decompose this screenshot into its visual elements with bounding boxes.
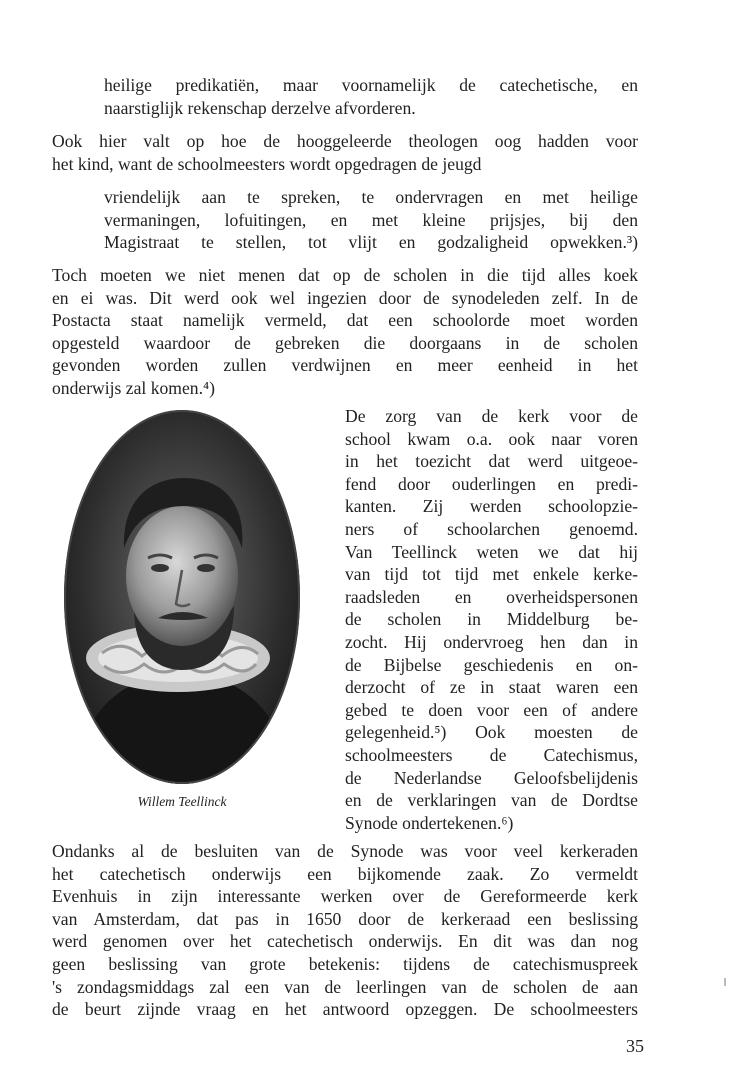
text-line: vermaningen, lofuitingen, en met kleine prijsjes, bij den xyxy=(104,209,638,230)
text-line: Ook hier valt op hoe de hooggeleerde theologen oog hadden voor xyxy=(52,131,638,151)
quote-continuation xyxy=(104,74,638,119)
text-line: het catechetisch onderwijs een bijkomende zaak. Zo vermeldt xyxy=(52,863,638,884)
scan-speck xyxy=(724,978,726,986)
text-line: de scholen in Middelburg be- xyxy=(345,609,638,630)
text-line: naarstiglijk rekenschap derzelve afvorderen. xyxy=(104,97,416,118)
text-line: Postacta staat namelijk vermeld, dat een schoolorde moet worden xyxy=(52,310,638,331)
page-number: 35 xyxy=(626,1036,644,1056)
text-line: fend door ouderlingen en predi- xyxy=(345,473,638,494)
text-line: geen beslissing van grote betekenis: tijdens de catechismuspreek xyxy=(52,953,638,974)
text-line: gelegenheid.⁵) Ook moesten de xyxy=(345,722,638,743)
text-line: school kwam o.a. ook naar voren xyxy=(345,428,638,449)
text-line: het kind, want de schoolmeesters wordt opgedragen de jeugd xyxy=(52,153,482,174)
portrait-caption: Willem Teellinck xyxy=(137,794,227,809)
text-line: raadsleden en overheidspersonen xyxy=(345,586,638,607)
text-line: ners of schoolarchen genoemd. xyxy=(345,518,638,539)
text-line: gevonden worden zullen verdwijnen en meer eenheid in het xyxy=(52,355,638,376)
text-line: in het toezicht dat werd uitgeoe- xyxy=(345,451,638,472)
text-line: Magistraat te stellen, tot vlijt en godzaligheid opwekken.³) xyxy=(104,232,638,253)
text-line: gebed te doen voor een of andere xyxy=(345,699,638,720)
quote-block xyxy=(104,186,638,254)
text-line: de Nederlandse Geloofsbelijdenis xyxy=(345,767,638,788)
text-line: Synode ondertekenen.⁶) xyxy=(345,812,514,833)
text-line: en ei was. Dit werd ook wel ingezien door de synodeleden zelf. In de xyxy=(52,287,638,308)
paragraph-toezicht xyxy=(345,405,638,834)
text-line: zocht. Hij ondervroeg hen dan in xyxy=(345,631,638,652)
text-line: schoolmeesters de Catechismus, xyxy=(345,744,638,765)
text-line: werd genomen over het catechetisch onderwijs. En dit was dan nog xyxy=(52,931,638,952)
text-line: Evenhuis in zijn interessante werken over de Gereformeerde kerk xyxy=(52,886,638,907)
text-line: De zorg van de kerk voor de xyxy=(345,406,638,426)
text-line: Ondanks al de besluiten van de Synode was voor veel kerkeraden xyxy=(52,841,638,861)
paragraph-theologians xyxy=(52,130,638,175)
text-line: Van Teellinck weten we dat hij xyxy=(345,541,638,562)
text-line: en de verklaringen van de Dordtse xyxy=(345,790,638,811)
paragraph-postacta xyxy=(52,264,638,400)
text-line: de Bijbelse geschiedenis en on- xyxy=(345,654,638,675)
text-line: heilige predikatiën, maar voornamelijk de catechetische, en xyxy=(104,75,638,95)
text-line: derzocht of ze in staat waren een xyxy=(345,677,638,698)
text-line: 's zondagsmiddags zal een van de leerlingen van de scholen de aan xyxy=(52,976,638,997)
paragraph-ondanks xyxy=(52,840,638,1021)
text-line: van tijd tot tijd met enkele kerke- xyxy=(345,564,638,585)
text-line: de beurt zijnde vraag en het antwoord opzeggen. De schoolmeesters xyxy=(52,999,638,1020)
text-line: onderwijs zal komen.⁴) xyxy=(52,377,215,398)
text-line: vriendelijk aan te spreken, te ondervragen en met heilige xyxy=(104,187,638,207)
text-line: Toch moeten we niet menen dat op de scholen in die tijd alles koek xyxy=(52,265,638,285)
text-line: opgesteld waardoor de gebreken die doorgaans in de scholen xyxy=(52,332,638,353)
text-line: kanten. Zij werden schoolopzie- xyxy=(345,496,638,517)
text-line: van Amsterdam, dat pas in 1650 door de kerkeraad een beslissing xyxy=(52,908,638,929)
portrait-image xyxy=(62,408,302,786)
